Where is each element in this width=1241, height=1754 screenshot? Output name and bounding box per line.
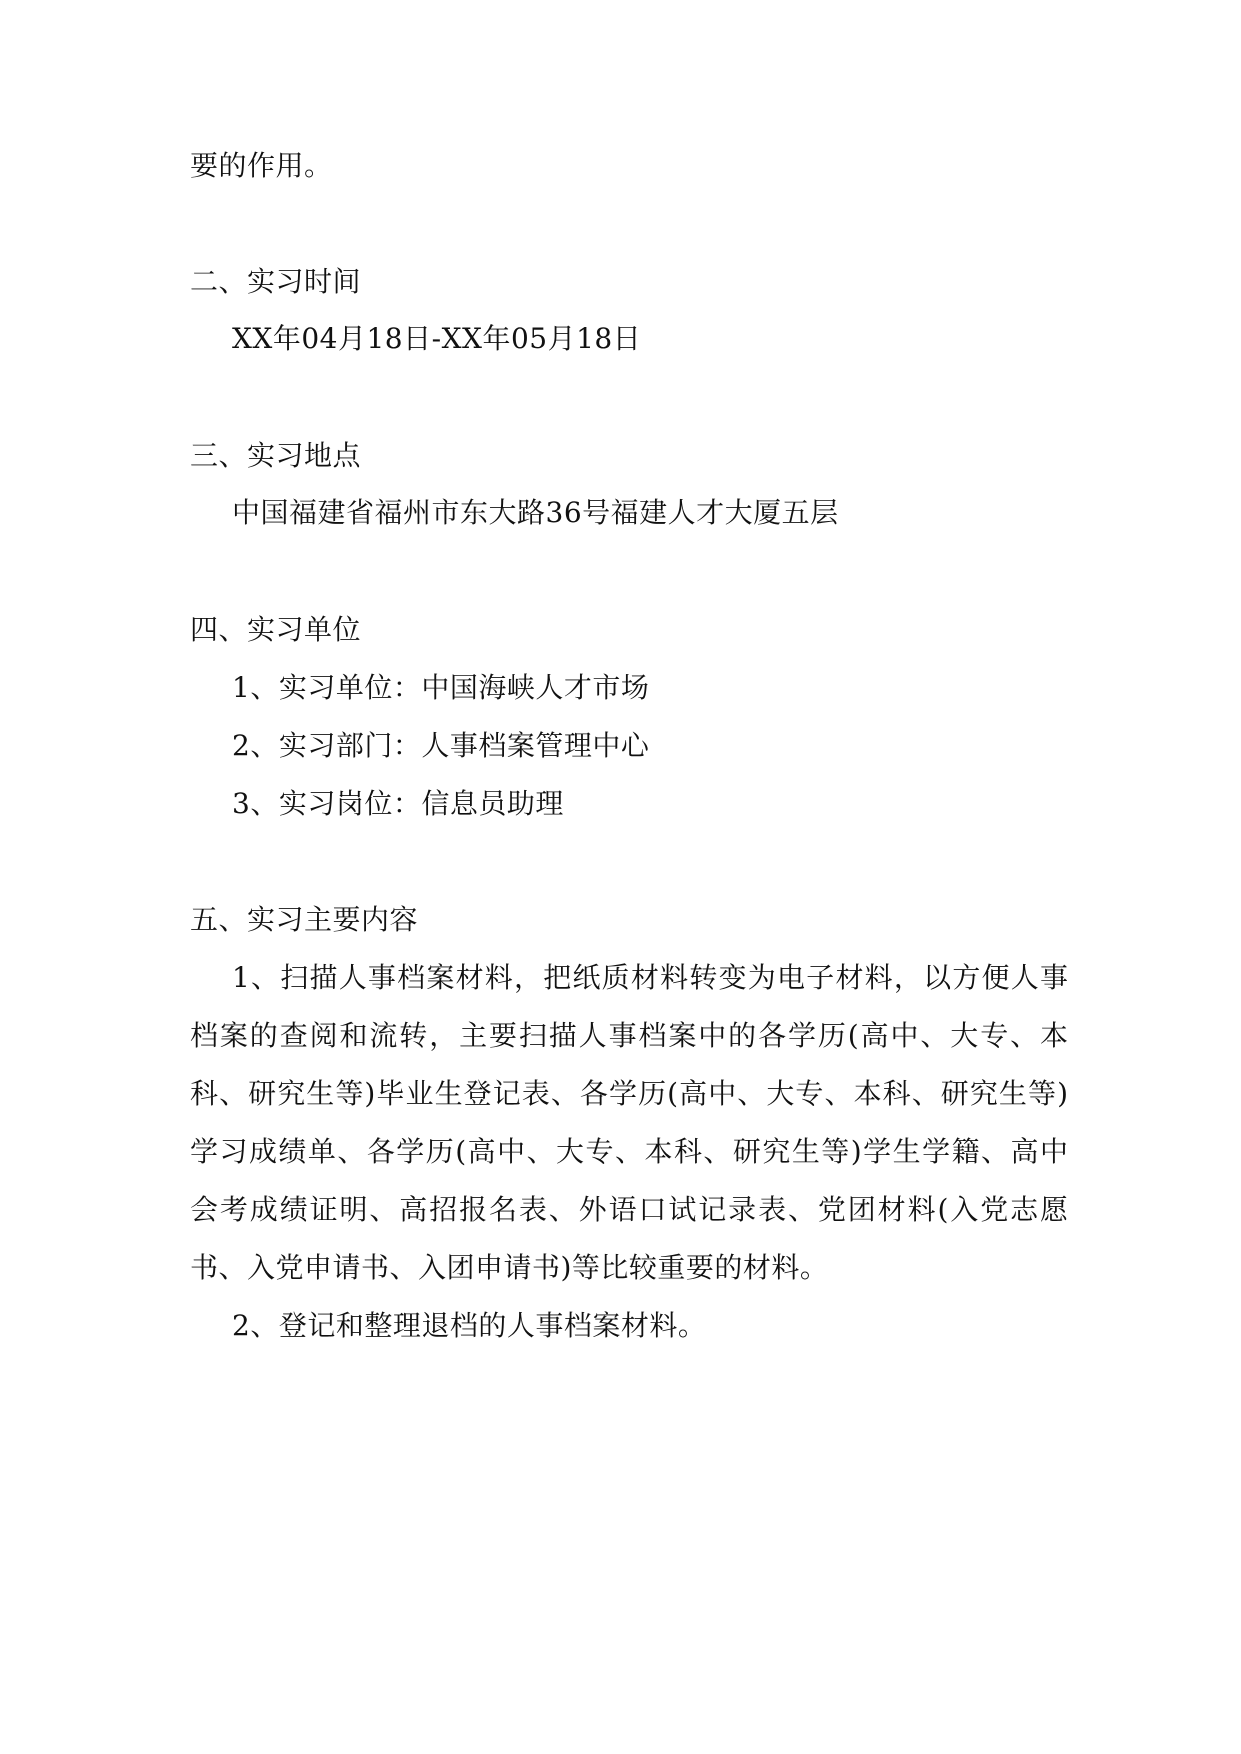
internship-address: 中国福建省福州市东大路36号福建人才大厦五层 xyxy=(232,496,839,529)
list-item-department: 2、实习部门：人事档案管理中心 xyxy=(232,729,650,762)
continuation-text: 要的作用。 xyxy=(190,149,333,182)
paragraph-line: 档案的查阅和流转，主要扫描人事档案中的各学历(高中、大专、本 xyxy=(190,1019,1068,1052)
section-heading-location: 三、实习地点 xyxy=(190,439,362,472)
paragraph-line: 书、入党申请书、入团申请书)等比较重要的材料。 xyxy=(190,1251,829,1284)
list-item-organization: 1、实习单位：中国海峡人才市场 xyxy=(232,671,650,704)
paragraph-line: 1、扫描人事档案材料，把纸质材料转变为电子材料，以方便人事 xyxy=(232,961,1068,994)
paragraph-line: 会考成绩证明、高招报名表、外语口试记录表、党团材料(入党志愿 xyxy=(190,1193,1068,1226)
section-heading-organization: 四、实习单位 xyxy=(190,613,362,646)
internship-period: XX年04月18日-XX年05月18日 xyxy=(232,322,642,355)
paragraph-second-item: 2、登记和整理退档的人事档案材料。 xyxy=(232,1309,707,1342)
section-heading-content: 五、实习主要内容 xyxy=(190,903,419,936)
list-item-position: 3、实习岗位：信息员助理 xyxy=(232,787,564,820)
paragraph-line: 学习成绩单、各学历(高中、大专、本科、研究生等)学生学籍、高中 xyxy=(190,1135,1068,1168)
paragraph-line: 科、研究生等)毕业生登记表、各学历(高中、大专、本科、研究生等) xyxy=(190,1077,1068,1110)
section-heading-time: 二、实习时间 xyxy=(190,265,362,298)
